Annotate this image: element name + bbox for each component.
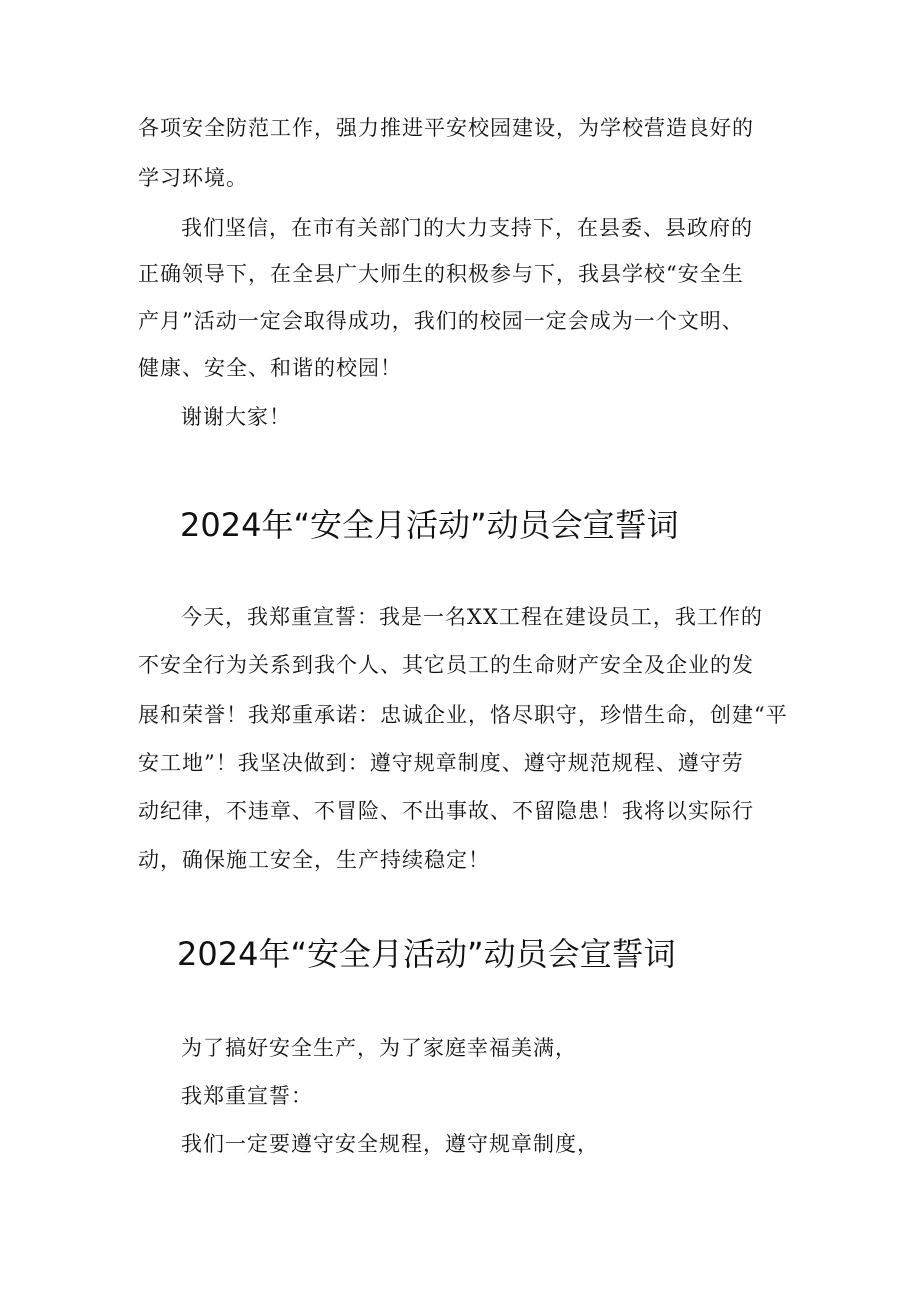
paragraph-line: 不安全行为关系到我个人、其它员工的生命财产安全及企业的发: [138, 653, 754, 677]
paragraph-line: 正确领导下，在全县广大师生的积极参与下，我县学校“安全生: [138, 262, 744, 286]
paragraph-line: 健康、安全、和谐的校园！: [138, 356, 402, 380]
paragraph-line: 今天，我郑重宣誓：我是一名XX工程在建设员工，我工作的: [181, 605, 763, 629]
closing-line: 谢谢大家！: [181, 405, 291, 429]
paragraph-line: 产月”活动一定会取得成功，我们的校园一定会成为一个文明、: [138, 309, 744, 333]
section-title: 2024年“安全月活动”动员会宣誓词: [177, 935, 676, 973]
paragraph-line: 学习环境。: [138, 166, 248, 190]
oath-line: 我郑重宣誓：: [181, 1084, 313, 1108]
paragraph-line: 安工地”！我坚决做到：遵守规章制度、遵守规范规程、遵守劳: [138, 751, 744, 775]
paragraph-line: 动纪律，不违章、不冒险、不出事故、不留隐患！我将以实际行: [138, 799, 754, 823]
paragraph-line: 动，确保施工安全，生产持续稳定！: [138, 848, 490, 872]
paragraph-line: 各项安全防范工作，强力推进平安校园建设，为学校营造良好的: [138, 116, 754, 140]
paragraph-line: 展和荣誉！我郑重承诺：忠诚企业，恪尽职守，珍惜生命，创建“平: [138, 703, 788, 727]
paragraph-line: 我们坚信，在市有关部门的大力支持下，在县委、县政府的: [181, 216, 753, 240]
section-title: 2024年“安全月活动”动员会宣誓词: [180, 506, 679, 544]
oath-line: 为了搞好安全生产，为了家庭幸福美满，: [181, 1036, 577, 1060]
oath-line: 我们一定要遵守安全规程，遵守规章制度，: [181, 1132, 599, 1156]
